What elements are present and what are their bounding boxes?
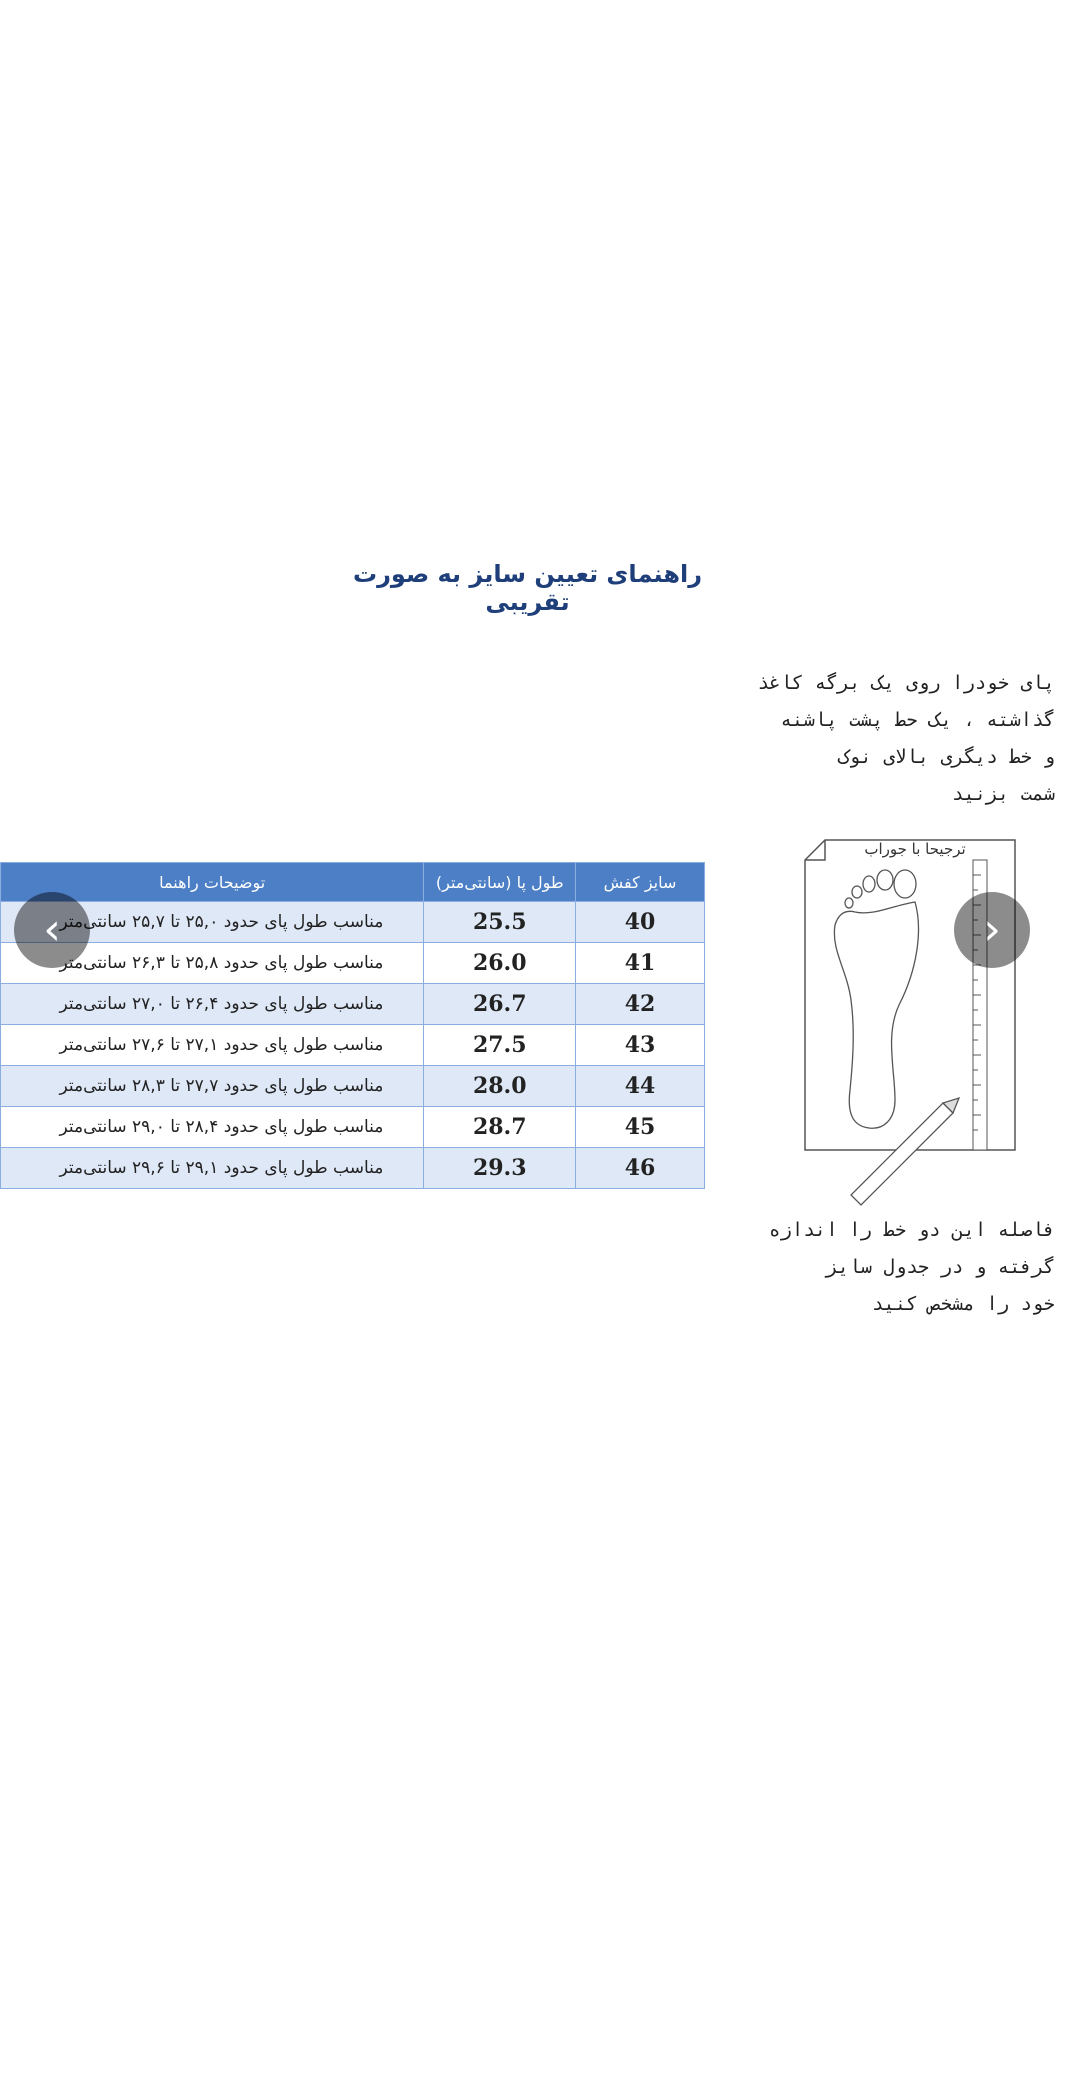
cell-description: مناسب طول پای حدود ۲۸,۴ تا ۲۹,۰ سانتی‌متر	[1, 1107, 424, 1148]
cell-length: 28.0	[424, 1066, 576, 1107]
instruction-line: خود را مشخص کنید	[871, 1293, 1055, 1315]
page-title: راهنمای تعیین سایز به صورت تقریبی	[352, 560, 703, 616]
cell-size: 41	[576, 943, 705, 984]
table-row	[1, 943, 705, 984]
header-size: سایز کفش	[576, 863, 705, 902]
cell-size: 45	[576, 1107, 705, 1148]
cell-length: 26.7	[424, 984, 576, 1025]
size-chart-table	[0, 862, 705, 1189]
cell-description: مناسب طول پای حدود ۲۷,۷ تا ۲۸,۳ سانتی‌متر	[1, 1066, 424, 1107]
instruction-line: شمت بزنید	[952, 783, 1055, 805]
table-row	[1, 984, 705, 1025]
cell-description: مناسب طول پای حدود ۲۹,۱ تا ۲۹,۶ سانتی‌متر	[1, 1148, 424, 1189]
next-image-button[interactable]	[954, 892, 1030, 968]
previous-image-button[interactable]	[14, 892, 90, 968]
cell-size: 43	[576, 1025, 705, 1066]
cell-description: مناسب طول پای حدود ۲۷,۱ تا ۲۷,۶ سانتی‌متر	[1, 1025, 424, 1066]
header-length: طول پا (سانتی‌متر)	[424, 863, 576, 902]
instruction-line: فاصله این دو خط را اندازه	[769, 1219, 1055, 1241]
table-row	[1, 1148, 705, 1189]
chevron-left-icon: ‹	[43, 904, 61, 955]
cell-length: 29.3	[424, 1148, 576, 1189]
instructions-top	[757, 665, 1055, 813]
cell-length: 26.0	[424, 943, 576, 984]
cell-size: 42	[576, 984, 705, 1025]
table-row	[1, 1107, 705, 1148]
instructions-bottom	[760, 1212, 1055, 1323]
table-row	[1, 1066, 705, 1107]
cell-description: مناسب طول پای حدود ۲۵,۰ تا ۲۵,۷ سانتی‌متر	[1, 902, 424, 943]
cell-length: 27.5	[424, 1025, 576, 1066]
cell-length: 25.5	[424, 902, 576, 943]
instruction-line: گرفته و در جدول سایز	[826, 1256, 1055, 1278]
instruction-line: و خط دیگری بالای نوک	[837, 746, 1055, 768]
table-row	[1, 1025, 705, 1066]
cell-description: مناسب طول پای حدود ۲۵,۸ تا ۲۶,۳ سانتی‌متر	[1, 943, 424, 984]
table-row	[1, 902, 705, 943]
cell-size: 40	[576, 902, 705, 943]
cell-size: 46	[576, 1148, 705, 1189]
cell-size: 44	[576, 1066, 705, 1107]
table-header-row	[1, 863, 705, 902]
instruction-line: گذاشته ، یک حط پشت پاشنه	[780, 709, 1055, 731]
instruction-line: پای خودرا روی یک برگه کاغذ	[757, 672, 1055, 694]
chevron-right-icon: ›	[983, 904, 1001, 955]
diagram-label: ترجیحا با جوراب	[864, 840, 966, 858]
foot-measure-illustration	[795, 820, 1035, 1220]
cell-description: مناسب طول پای حدود ۲۶,۴ تا ۲۷,۰ سانتی‌متر	[1, 984, 424, 1025]
cell-length: 28.7	[424, 1107, 576, 1148]
header-description: توضیحات راهنما	[1, 863, 424, 902]
